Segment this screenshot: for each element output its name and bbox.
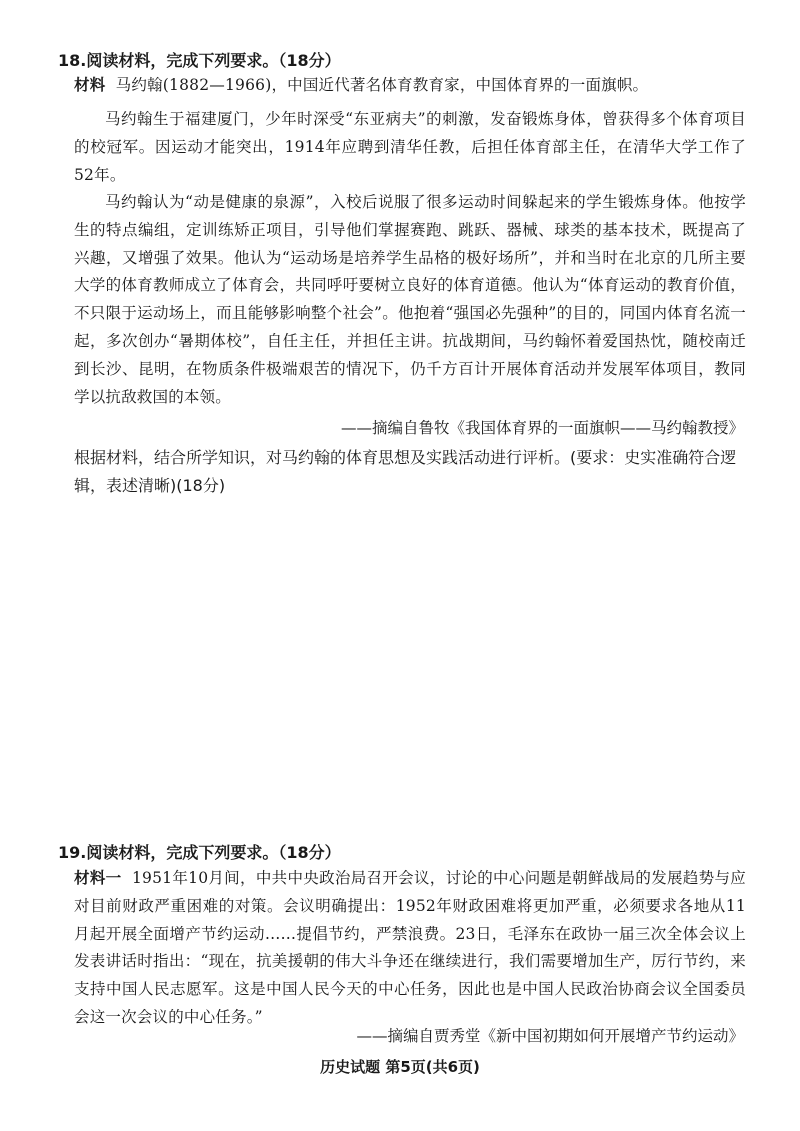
q18-material-label: 材料: [74, 76, 106, 94]
q18-paragraph-2: 马约翰认为“动是健康的泉源”，入校后说服了很多运动时间躲起来的学生锻炼身体。他按学生的特点编组，定训练矫正项目，引导他们掌握赛跑、跳跃、器械、球类的基本技术，既提高了兴趣，又增强了效果。他认为“运动场是培养学生品格的极好场所”，并和当时在北京的几所主要大学的体育教师成立了体育会，共同呼吁要树立良好的体育道德。他认为“体育运动的教育价值，不只限于运动场上，而且能够影响整个社会”。他抱着“强国必先强种”的目的，同国内体育名流一起，多次创办“暑期体校”，自任主任，并担任主讲。抗战期间，马约翰怀着爱国热忱，随校南迁到长沙、昆明，在物质条件极端艰苦的情况下，仍千方百计开展体育活动并发展军体项目，教同学以抗敌救国的本领。: [74, 193, 746, 406]
q18-material-intro: [74, 72, 746, 100]
q19-paragraph-1: 1951年10月间，中共中央政治局召开会议，讨论的中心问题是朝鲜战局的发展趋势与应对目前财政严重困难的对策。会议明确提出：1952年财政困难将更加严重，必须要求各地从11月起开展全面增产节约运动……提倡节约，严禁浪费。23日，毛泽东在政协一届三次全体会议上发表讲话时指出：“现在，抗美援朝的伟大斗争还在继续进行，我们需要增加生产，厉行节约，来支持中国人民志愿军。这是中国人民今天的中心任务，因此也是中国人民政治协商会议全国委员会这一次会议的中心任务。”: [74, 869, 746, 1026]
q19-material-label: 材料一: [74, 869, 122, 887]
q18-material-intro-text: 马约翰(1882—1966)，中国近代著名体育教育家，中国体育界的一面旗帜。: [115, 76, 649, 94]
q18-requirement: 根据材料，结合所学知识，对马约翰的体育思想及实践活动进行评析。(要求：史实准确符合逻辑，表述清晰)(18分): [74, 448, 737, 495]
q18-source: ——摘编自鲁牧《我国体育界的一面旗帜——马约翰教授》: [340, 419, 744, 437]
q18-paragraph-1: 马约翰生于福建厦门，少年时深受“东亚病夫”的刺激，发奋锻炼身体，曾获得多个体育项目的校冠军。因运动才能突出，1914年应聘到清华任教，后担任体育部主任，在清华大学工作了52年。: [74, 110, 746, 184]
page-footer: 历史试题 第5页(共6页): [320, 1058, 480, 1076]
q19-source: ——摘编自贾秀堂《新中国初期如何开展增产节约运动》: [356, 1027, 744, 1045]
question-19-title: 19.阅读材料，完成下列要求。（18分）: [58, 843, 341, 862]
q19-material-1: [74, 865, 746, 1032]
question-18-title: 18.阅读材料，完成下列要求。（18分）: [58, 51, 341, 70]
